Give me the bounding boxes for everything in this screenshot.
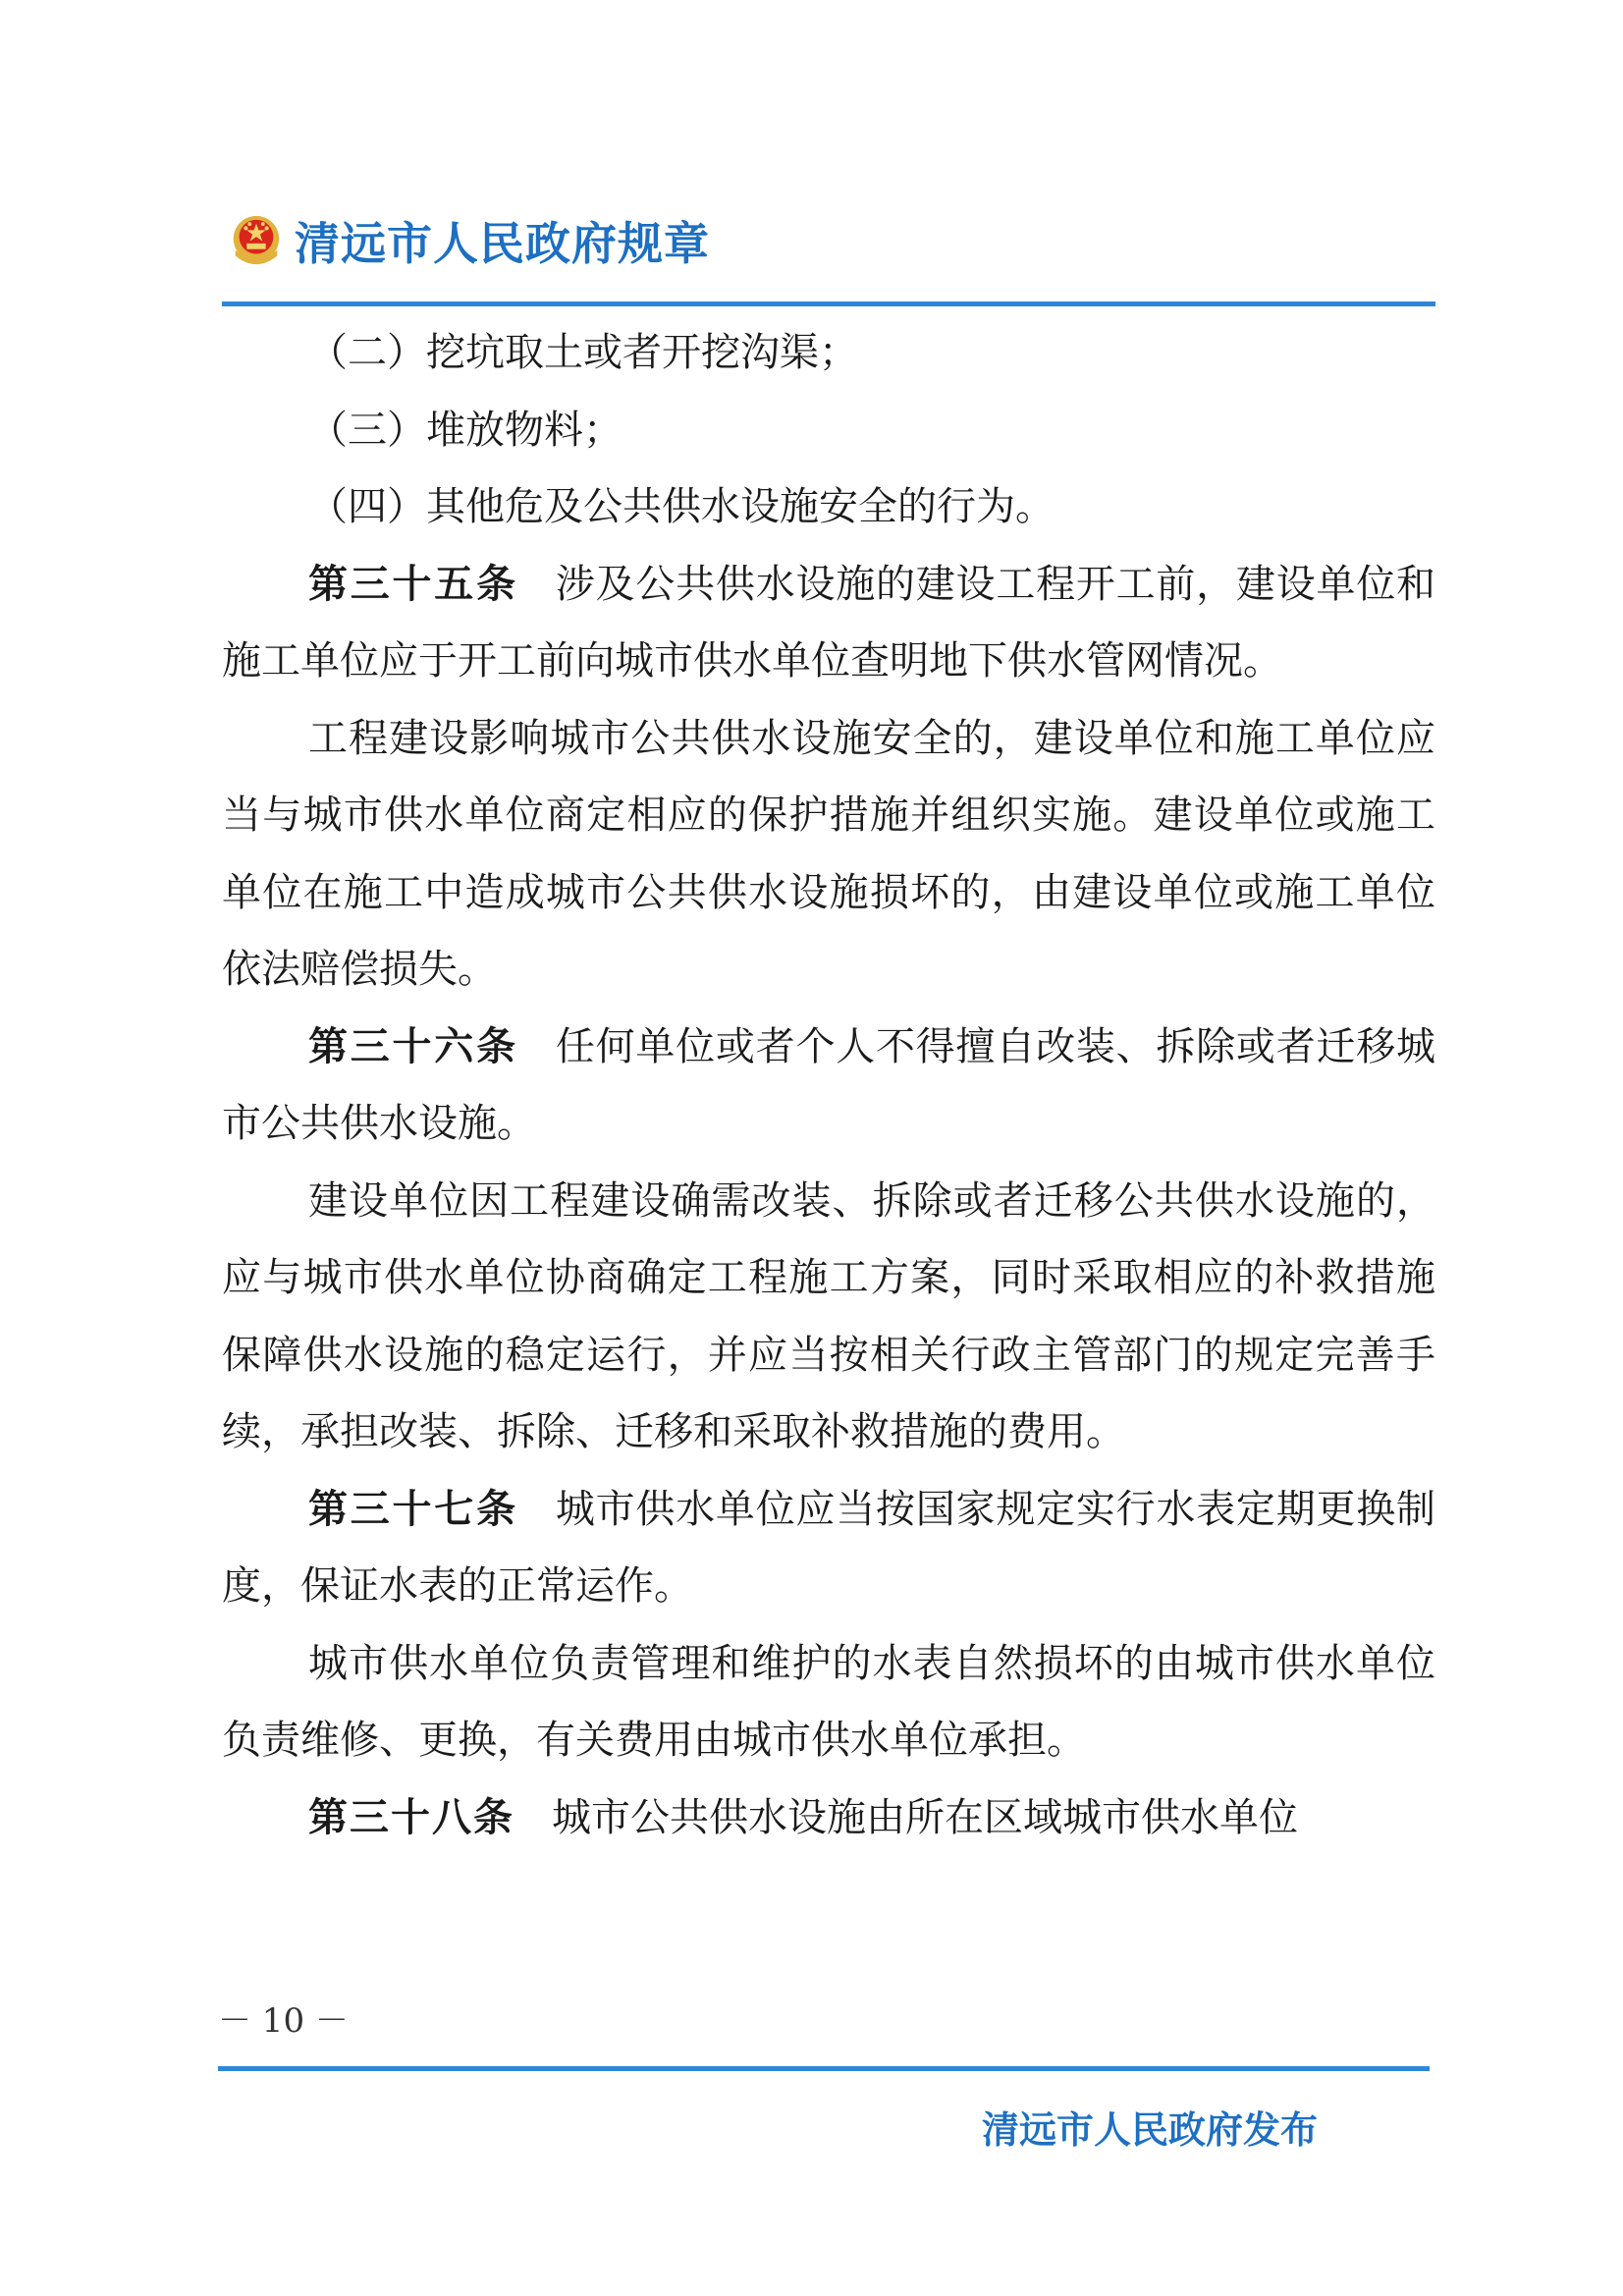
body-paragraph (222, 1625, 1435, 1779)
article-number: 第三十七条 (308, 1486, 518, 1532)
article-paragraph (222, 1009, 1435, 1163)
body-paragraph (222, 700, 1435, 1009)
article-number: 第三十五条 (308, 561, 518, 607)
national-emblem-icon (228, 212, 285, 269)
paragraph-text: （四）其他危及公共供水设施安全的行为。 (308, 484, 1055, 529)
document-body (222, 314, 1435, 1856)
page-number: － 10 － (218, 2001, 349, 2041)
paragraph-text: 涉及公共供水设施的建设工程开工前，建设单位和施工单位应于开工前向城市供水单位查明地下供水管网情况。 (222, 561, 1436, 683)
footer-divider (218, 2066, 1430, 2071)
header-title: 清远市人民政府规章 (295, 217, 710, 270)
paragraph-text: 城市供水单位负责管理和维护的水表自然损坏的由城市供水单位负责维修、更换，有关费用由城市供水单位承担。 (222, 1640, 1435, 1763)
paragraph-text: 城市供水单位应当按国家规定实行水表定期更换制度，保证水表的正常运作。 (222, 1486, 1436, 1609)
footer-publisher: 清远市人民政府发布 (982, 2108, 1319, 2152)
article-number: 第三十六条 (308, 1023, 518, 1069)
paragraph-text: 城市公共供水设施由所在区域城市供水单位 (552, 1794, 1298, 1840)
paragraph-text: （三）堆放物料； (308, 407, 622, 453)
paragraph-text: （二）挖坑取土或者开挖沟渠； (308, 330, 858, 375)
header-divider (222, 301, 1435, 306)
paragraph-text: 工程建设影响城市公共供水设施安全的，建设单位和施工单位应当与城市供水单位商定相应的保护措施并组织实施。建设单位或施工单位在施工中造成城市公共供水设施损坏的，由建设单位或施工单位依法赔偿损失。 (222, 715, 1435, 992)
list-item (222, 314, 1435, 392)
article-number: 第三十八条 (308, 1794, 514, 1840)
paragraph-text: 建设单位因工程建设确需改装、拆除或者迁移公共供水设施的，应与城市供水单位协商确定工程施工方案，同时采取相应的补救措施保障供水设施的稳定运行，并应当按相关行政主管部门的规定完善手续，承担改装、拆除、迁移和采取补救措施的费用。 (222, 1177, 1435, 1454)
article-paragraph (222, 546, 1435, 700)
list-item (222, 392, 1435, 469)
list-item (222, 468, 1435, 546)
body-paragraph (222, 1163, 1435, 1471)
article-paragraph (222, 1471, 1435, 1625)
paragraph-text: 任何单位或者个人不得擅自改装、拆除或者迁移城市公共供水设施。 (222, 1023, 1436, 1146)
page-header (228, 208, 710, 273)
article-paragraph (222, 1779, 1435, 1857)
